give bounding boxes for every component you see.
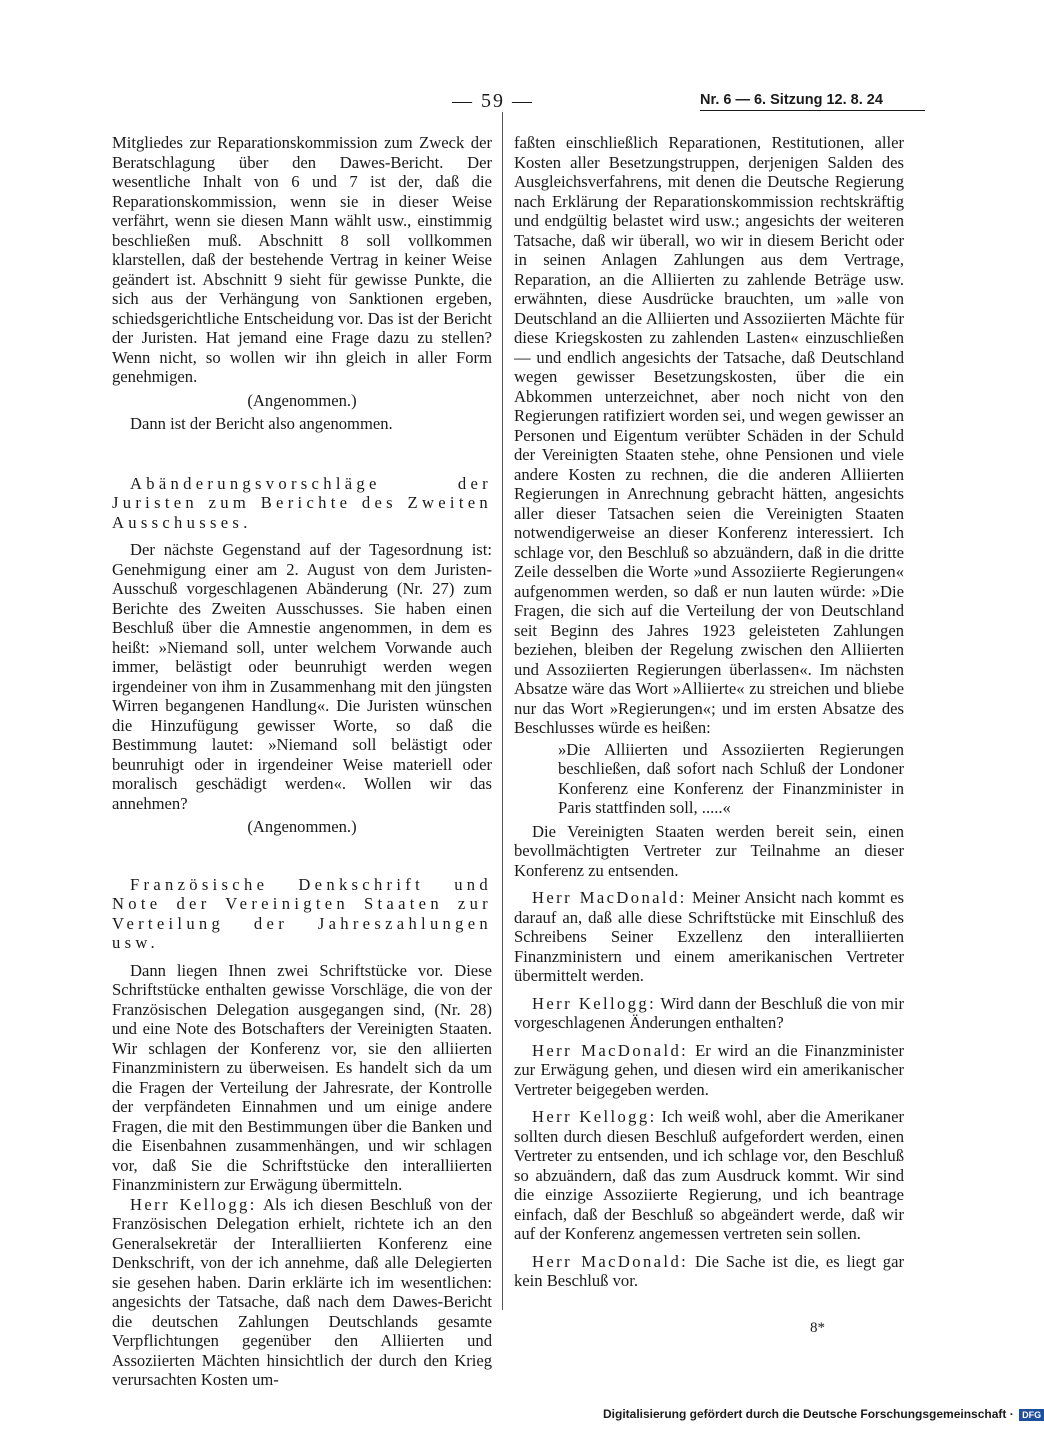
speaker-name: Herr MacDonald:	[532, 1040, 689, 1060]
section-gap	[112, 841, 492, 875]
section-heading: Französische Denkschrift und Note der Vereinigten Staaten zur Verteilung der Jahreszahlungen usw.	[112, 874, 492, 952]
speaker-name: Herr Kellogg:	[532, 993, 657, 1013]
left-column	[112, 133, 492, 1390]
paragraph: Die Vereinigten Staaten werden bereit sein, einen bevollmächtigten Vertreter zur Teilnahme an dieser Konferenz zu entsenden.	[514, 821, 904, 880]
speaker-name: Herr Kellogg:	[532, 1107, 657, 1126]
speech-paragraph	[514, 1252, 904, 1291]
speech-text: Er wird an die Finanzminister zur Erwägung gehen, und diesen wird ein amerikanischer Vertreter beigegeben werden.	[514, 1040, 905, 1099]
speech-paragraph	[514, 888, 904, 986]
paragraph: faßten einschließlich Reparationen, Restitutionen, aller Kosten aller Besetzungstruppen, derjenigen Salden des Ausgleichsverfahrens, mit denen die Deutsche Regierung nach Erklärung der Reparationskommission rechtskräftig und endgültig belastet wird usw.; angesichts der weiteren Tatsache, daß wir überall, wo wir in diesem Bericht oder in seinen Anlagen Zahlungen aus dem Vertrage, Reparation, an die Alliierten zu zahlende Beträge usw. erwähnten, diese Ausdrücke brauchten, um »alle von Deutschland an die Alliierten und Assoziierten Mächte für diese Kriegskosten zu zahlenden Lasten« einzuschließen — und endlich angesichts der Tatsache, daß Deutschland wegen gewisser Besetzungskosten, über die ein Abkommen unterzeichnet, aber noch nicht von den Regierungen ratifiziert worden sei, und wegen gewisser an Personen und Eigentum verübter Schäden in der Schuld der Vereinigten Staaten stehe, ohne Pensionen und viele andere Kosten zu rechnen, die die anderen Alliierten Regierungen in Anrechnung gebracht hätten, angesichts aller dieser Tatsachen seien die Vereinigten Staaten notwendigerweise an dieser Konferenz interessiert. Ich schlage vor, den Beschluß so abzuändern, daß in die dritte Zeile desselben die Worte »und Assoziierte Regierungen« aufgenommen werden, so daß er nun lauten würde: »Die Fragen, die sich auf die Verteilung der von Deutschland seit Beginn des Jahres 1923 geleisteten Zahlungen beziehen, bleiben der Regelung zwischen den Alliierten und Assoziierten Regierungen überlassen«. Im nächsten Absatze wäre das Wort »Alliierte« zu streichen und bliebe nur das Wort »Regierungen«; und im ersten Absatze des Beschlusses würde es heißen:	[514, 133, 904, 737]
paragraph: Dann ist der Bericht also angenommen.	[130, 414, 393, 433]
digitization-credit	[603, 1407, 1044, 1421]
speech-text: Wird dann der Beschluß die von mir vorgeschlagenen Änderungen enthalten?	[514, 993, 904, 1032]
page-number: — 59 —	[452, 90, 534, 112]
accepted-note: (Angenommen.)	[247, 817, 357, 836]
speaker-name: Herr MacDonald:	[532, 888, 687, 907]
credit-text: Digitalisierung gefördert durch die Deutsche Forschungsgemeinschaft ·	[603, 1407, 1014, 1421]
speech-paragraph	[514, 1041, 904, 1100]
speech-text: Meiner Ansicht nach kommt es darauf an, daß alle diese Schriftstücke mit Einschluß des Schreibens Seiner Exzellenz den interalliierten Finanzministern und einem amerikanischen Vertreter übermittelt werden.	[514, 888, 904, 985]
speaker-name: Herr MacDonald:	[532, 1251, 689, 1271]
right-column	[514, 133, 904, 1291]
speech-text: Die Sache ist die, es liegt gar kein Beschluß vor.	[514, 1251, 904, 1290]
speech-paragraph	[514, 1107, 904, 1244]
speech-paragraph	[112, 1195, 492, 1390]
accepted-note: (Angenommen.)	[247, 390, 357, 410]
paragraph: Dann liegen Ihnen zwei Schriftstücke vor. Diese Schriftstücke enthalten gewisse Vorschläge, die von der Französischen Delegation ausgegangen sind, (Nr. 28) und eine Note des Botschafters der Vereinigten Staaten. Wir schlagen der Konferenz vor, sie den alliierten Finanzministern zu überweisen. Es handelt sich da um die Fragen der Verteilung der Jahresrate, der Kontrolle der verpfändeten Einnahmen und um einige andere Fragen, die mit den Bestimmungen über die Banken und die Eisenbahnen zusammenhängen, und wir schlagen vor, daß Sie die Schriftstücke den interalliierten Finanzministern zur Erwägung übermitteln.	[112, 960, 492, 1194]
paragraph: Mitgliedes zur Reparationskommission zum Zweck der Beratschlagung über den Dawes-Bericht. Der wesentliche Inhalt von 6 und 7 ist der, daß die Reparationskommission, wenn sie in dieser Weise verfährt, wenn sie diesen Mann wählt usw., einstimmig beschließen muß. Abschnitt 8 soll vollkommen klarstellen, daß der bestehende Vertrag in keiner Weise geändert ist. Abschnitt 9 sieht für gewisse Punkte, die sich aus der Verhängung von Sanktionen ergeben, schiedsgerichtliche Entscheidung vor. Das ist der Bericht der Juristen. Hat jemand eine Frage dazu zu stellen? Wenn nicht, so wollen wir ihn gleich in aller Form genehmigen.	[112, 133, 492, 386]
section-gap	[112, 434, 492, 474]
paragraph: Der nächste Gegenstand auf der Tagesordnung ist: Genehmigung einer am 2. August von dem Juristen-Ausschuß vorgeschlagenen Abänderung (Nr. 27) zum Berichte des Zweiten Ausschusses. Sie haben einen Beschluß über die Amnestie angenommen, in dem es heißt: »Niemand soll, unter welchem Vorwande auch immer, belästigt oder beunruhigt werden wegen irgendeiner von ihm in Zusammenhang mit den jüngsten Wirren begangenen Handlung«. Die Juristen wünschen die Hinzufügung gewisser Worte, so daß die Bestimmung lautet: »Niemand soll belästigt oder beunruhigt oder in irgendeiner Weise materiell oder moralisch geschädigt werden«. Wollen wir das annehmen?	[112, 540, 492, 813]
quotation: »Die Alliierten und Assoziierten Regierungen beschließen, daß sofort nach Schluß der Londoner Konferenz eine Konferenz der Finanzminister in Paris stattfinden soll, .....«	[558, 739, 904, 817]
speech-text: Ich weiß wohl, aber die Amerikaner sollten durch diesen Beschluß aufgefordert werden, einen Vertreter zu entsenden, und ich schlage vor, den Beschluß so abzuändern, daß das zum Ausdruck kommt. Wir sind die einzige Assoziierte Regierung, und ich beantrage einfach, daß der Beschluß so abgeändert werde, daß wir auf der Konferenz angemessen vertreten sein sollen.	[514, 1107, 904, 1243]
speaker-name: Herr Kellogg:	[130, 1194, 257, 1214]
running-head: Nr. 6 — 6. Sitzung 12. 8. 24	[700, 92, 925, 111]
section-heading: Abänderungsvorschläge der Juristen zum Berichte des Zweiten Ausschusses.	[112, 473, 492, 532]
signature-mark: 8*	[810, 1320, 825, 1336]
speech-paragraph	[514, 994, 904, 1033]
dfg-logo: DFG	[1019, 1409, 1044, 1421]
column-divider	[502, 112, 503, 1310]
speech-text: Als ich diesen Beschluß von der Französischen Delegation erhielt, richtete ich an den Generalsekretär der Interalliierten Konferenz eine Denkschrift, von der ich annehme, daß alle Delegierten sie gesehen haben. Darin erklärte ich im wesentlichen: angesichts der Tatsache, daß nach dem Dawes-Bericht die deutschen Zahlungen Deutschlands gesamte Verpflichtungen gegenüber den Alliierten und Assoziierten Mächten hinsichtlich der durch den Krieg verursachten Kosten um-	[112, 1194, 493, 1389]
